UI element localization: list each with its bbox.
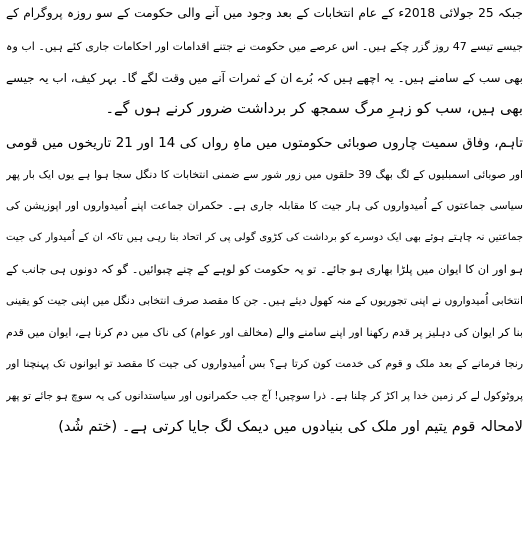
paragraph-1-line-1: جبکہ 25 جولائی 2018ء کے عام انتخابات کے بعد وجود میں آنے والی حکومت کے سو روزہ پروگرام کے — [6, 6, 523, 20]
paragraph-2-line-4: جماعتیں نہ چاہتے ہوئے بھی ایک دوسرے کو برداشت کی کڑوی گولی پی کر اتحاد بنا رہی ہیں تاکہ ان کے اُمیدوار کی جیت — [6, 232, 523, 243]
paragraph-2-line-7: بنا کر ایوان کی دہلیز پر قدم رکھنا اور اپنے سامنے والے (مخالف اور عوام) کی ناک میں دم کرنا ہے، ایوان میں قدم — [6, 326, 523, 339]
paragraph-2-line-1: تاہم، وفاق سمیت چاروں صوبائی حکومتوں میں ماہِ رواں کی 14 اور 21 تاریخوں میں قومی — [6, 136, 523, 151]
paragraph-2-line-2: اور صوبائی اسمبلیوں کے لگ بھگ 39 حلقوں میں زور شور سے ضمنی انتخابات کا دنگل سجا ہوا ہے یوں ایک بار پھر — [6, 168, 523, 181]
paragraph-1-line-4: بھی ہیں، سب کو زہرِ مرگ سمجھ کر برداشت ضرور کرنے ہوں گے۔ — [105, 100, 523, 117]
paragraph-2-line-8: رنجا فرمانے کے بعد ملک و قوم کی خدمت کون کرتا ہے؟ بس اُمیدواروں کی جیت کا مقصد تو ایوانوں تک پہنچنا اور — [6, 357, 523, 370]
urdu-article — [6, 0, 523, 534]
paragraph-2-line-6: انتخابی اُمیدواروں نے اپنی تجوریوں کے منہ کھول دیئے ہیں۔ جن کا مقصد صرف انتخابی دنگل میں اپنی جیت کو یقینی — [6, 294, 523, 307]
paragraph-2-line-3: سیاسی جماعتوں کے اُمیدواروں کی ہار جیت کا مقابلہ جاری ہے۔ حکمران جماعت اپنے اُمیدواروں اور اپوزیشن کی — [6, 199, 523, 212]
paragraph-2-line-5: ہو اور ان کا ایوان میں پلڑا بھاری ہو جائے۔ تو یہ حکومت کو لوہے کے چنے چبوائیں۔ گو کہ دونوں ہی جانب کے — [6, 263, 523, 276]
paragraph-1-line-3: بھی سب کے سامنے ہیں۔ یہ اچھے ہیں کہ بُرے ان کے ثمرات آنے میں وقت لگے گا۔ بہر کیف، اب یہ جیسے — [6, 71, 523, 85]
paragraph-2-line-10: لامحالہ قوم یتیم اور ملک کی بنیادوں میں دیمک لگ جایا کرتی ہے۔ (ختم شُد) — [58, 418, 523, 435]
paragraph-2-line-9: پروٹوکول لے کر زمین خدا پر اکڑ کر چلنا ہے۔ ذرا سوچیں! آج جب حکمرانوں اور سیاستدانوں کی یہ سوچ ہو جائے تو پھر — [6, 390, 523, 402]
paragraph-1-line-2: جیسے تیسے 47 روز گزر چکے ہیں۔ اس عرصے میں حکومت نے جتنے اقدامات اور احکامات جاری کئے ہیں۔ اب وہ — [6, 40, 523, 53]
